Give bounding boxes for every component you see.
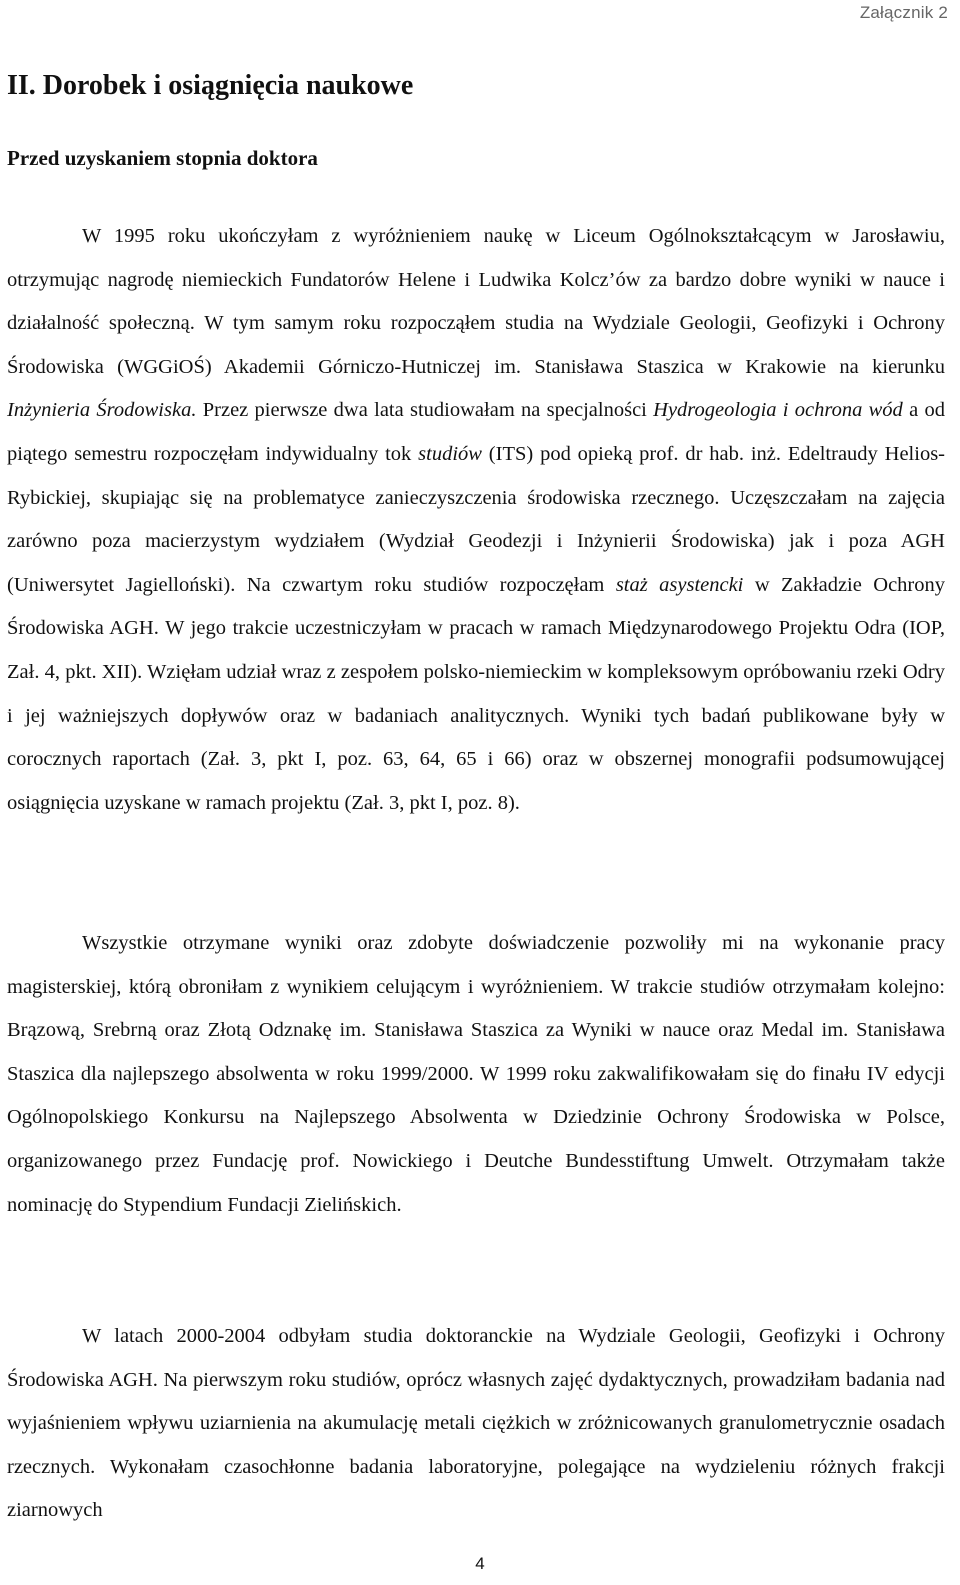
paragraph-3-block [7, 1315, 945, 1533]
subsection-title: Przed uzyskaniem stopnia doktora [7, 146, 318, 170]
paragraph-2: Wszystkie otrzymane wyniki oraz zdobyte doświadczenie pozwoliły mi na wykonanie pracy magisterskiej, którą obroniłam z wynikiem celującym i wyróżnieniem. W trakcie studiów otrzymałam kolejno: Brązową, Srebrną oraz Złotą Odznakę im. Stanisława Staszica za Wyniki w nauce oraz Medal im. Stanisława Staszica dla najlepszego absolwenta w roku 1999/2000. W 1999 roku zakwalifikowałam się do finału IV edycji Ogólnopolskiego Konkursu na Najlepszego Absolwenta w Dziedzinie Ochrony Środowiska w Polsce, organizowanego przez Fundację prof. Nowickiego i Deutche Bundesstiftung Umwelt. Otrzymałam także nominację do Stypendium Fundacji Zielińskich. [7, 932, 945, 1216]
paragraph-1-text-5: w Zakładzie Ochrony Środowiska AGH. W jego trakcie uczestniczyłam w pracach w ramach Międzynarodowego Projektu Odra (IOP, Zał. 4, pkt. XII). Wzięłam udział wraz z zespołem polsko-niemieckim w kompleksowym opróbowaniu rzeki Odry i jej ważniejszych dopływów oraz w badaniach analitycznych. Wyniki tych badań publikowane były w corocznych raportach (Zał. 3, pkt I, poz. 63, 64, 65 i 66) oraz w obszernej monografii podsumowującej osiągnięcia uzyskane w ramach projektu (Zał. 3, pkt I, poz. 8). [7, 573, 945, 814]
paragraph-1-text-2: Przez pierwsze dwa lata studiowałam na specjalności [196, 399, 654, 422]
attachment-label: Załącznik 2 [859, 3, 948, 22]
paragraph-1-block [7, 215, 945, 825]
paragraph-1-text-4: (ITS) pod opieką prof. dr hab. inż. Edeltraudy Helios-Rybickiej, skupiając się na problematyce zanieczyszczenia środowiska rzecznego. Uczęszczałam na zajęcia zarówno poza macierzystym wydziałem (Wydział Geodezji i Inżynierii Środowiska) jak i poza AGH (Uniwersytet Jagielloński). Na czwartym roku studiów rozpoczęłam [7, 442, 945, 596]
paragraph-1-italic-3: studiów [418, 442, 482, 465]
paragraph-2-block [7, 922, 945, 1227]
paragraph-3: W latach 2000-2004 odbyłam studia doktoranckie na Wydziale Geologii, Geofizyki i Ochrony Środowiska AGH. Na pierwszym roku studiów, oprócz własnych zajęć dydaktycznych, prowadziłam badania nad wyjaśnieniem wpływu uziarnienia na akumulację metali ciężkich w zróżnicowanych granulometrycznie osadach rzecznych. Wykonałam czasochłonne badania laboratoryjne, polegające na wydzieleniu różnych frakcji ziarnowych [7, 1325, 945, 1522]
paragraph-1-italic-2: Hydrogeologia i ochrona wód [653, 399, 903, 422]
paragraph-1-italic-4: staż asystencki [615, 573, 744, 596]
section-title: II. Dorobek i osiągnięcia naukowe [7, 70, 414, 101]
page-number: 4 [475, 1554, 485, 1573]
paragraph-1 [7, 215, 945, 825]
paragraph-1-text-1: W 1995 roku ukończyłam z wyróżnieniem naukę w Liceum Ogólnokształcącym w Jarosławiu, otrzymując nagrodę niemieckich Fundatorów Helene i Ludwika Kolcz’ów za bardzo dobre wyniki w nauce i działalność społeczną. W tym samym roku rozpocząłem studia na Wydziale Geologii, Geofizyki i Ochrony Środowiska (WGGiOŚ) Akademii Górniczo-Hutniczej im. Stanisława Staszica w Krakowie na kierunku [7, 225, 945, 378]
paragraph-1-text-3: a od piątego semestru rozpoczęłam indywidualny tok [7, 399, 945, 465]
paragraph-1-italic-1: Inżynieria Środowiska. [7, 399, 197, 422]
